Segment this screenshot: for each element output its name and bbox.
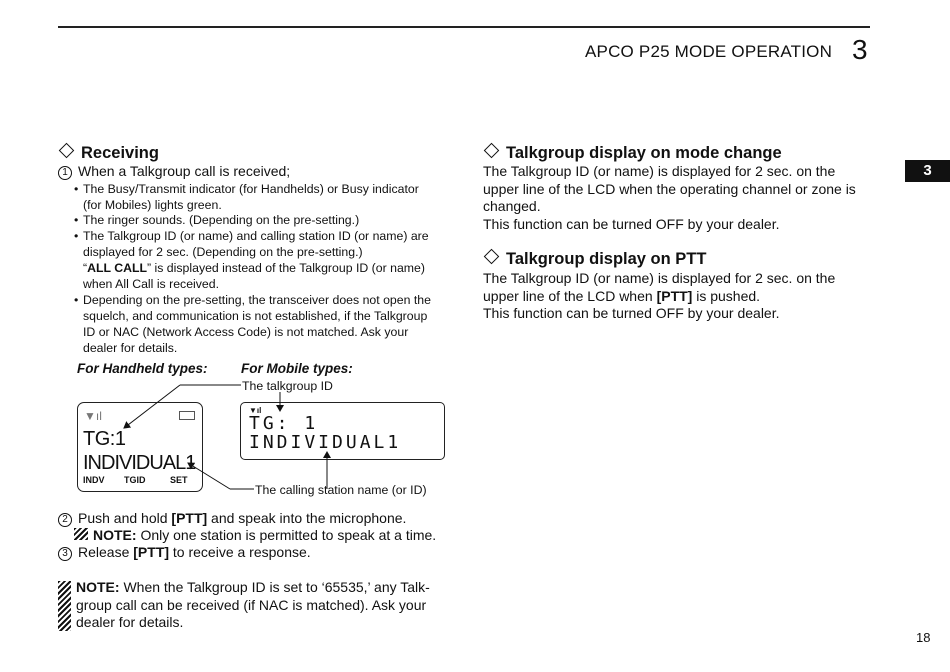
lcd-mobile-line1: TG: 1 [249,413,319,434]
lcd-mobile-line2: INDIVIDUAL1 [249,432,402,453]
bullet-squelch: • Depending on the pre-setting, the transceiver does not open the squelch, and communication is not established, if the Talkgroup ID or NAC (Network Access Code) is not matched. Ask your dealer for details. [74,293,431,355]
note-one-station: NOTE: Only one station is permitted to speak at a time. [74,527,436,545]
lcd-hand-line2: INDIVIDUAL1 [83,452,196,474]
lcd-hand-line1: TG:1 [83,428,126,450]
softkey-set: SET [170,475,188,485]
note-icon [58,581,71,631]
chapter-title: APCO P25 MODE OPERATION [585,42,833,61]
allcall-bold: ALL CALL [87,261,147,275]
mode-change-heading: Talkgroup display on mode change [483,144,782,163]
handheld-label: For Handheld types: [77,361,208,376]
page-number: 18 [916,630,931,645]
callout-arrow-hand-tg [124,385,180,428]
bullet-busy-indicator: • The Busy/Transmit indicator (for Handhelds) or Busy indicator (for Mobiles) lights green. [74,182,419,212]
antenna-icon: ▼ıl [84,409,102,423]
step-2: 2 Push and hold [PTT] and speak into the microphone. [58,510,406,528]
callout-arrow-hand-calling [188,463,230,489]
softkey-tgid: TGID [124,475,146,485]
chapter-side-tab: 3 [905,160,950,182]
diamond-icon [484,249,500,265]
ptt-heading: Talkgroup display on PTT [483,250,706,269]
note-icon [74,528,88,540]
step-1: 1 When a Talkgroup call is received; [58,163,290,181]
bullet-talkgroup-id: • The Talkgroup ID (or name) and calling station ID (or name) are displayed for 2 sec. (Depending on the pre-setting.) “ALL CALL” is displayed instead of the Talkgroup ID (or name) when All Call is received. [74,229,429,291]
diamond-icon [484,143,500,159]
ptt-body: The Talkgroup ID (or name) is displayed for 2 sec. on the upper line of the LCD when [PTT] is pushed. This function can be turned OFF by your dealer. [483,270,836,321]
step-number-icon: 3 [58,547,72,561]
bullet-ringer: • The ringer sounds. (Depending on the pre-setting.) [74,213,360,227]
mode-change-body: The Talkgroup ID (or name) is displayed for 2 sec. on the upper line of the LCD when the operating channel or zone is changed. This function can be turned OFF by your dealer. [483,163,856,232]
callout-talkgroup-id: The talkgroup ID [242,379,333,393]
mobile-antenna-icon: ▼ıl [249,406,262,415]
callout-calling-station: The calling station name (or ID) [255,483,427,497]
step-number-icon: 1 [58,166,72,180]
softkey-indv: INDV [83,475,105,485]
chapter-number: 3 [852,34,868,65]
mobile-label: For Mobile types: [241,361,353,376]
step-number-icon: 2 [58,513,72,527]
note-talkgroup-65535: NOTE: When the Talkgroup ID is set to ‘65535,’ any Talk- group call can be received (if NAC is matched). Ask your dealer for details. [76,579,430,630]
receiving-heading: Receiving [58,144,159,163]
step-3: 3 Release [PTT] to receive a response. [58,544,311,562]
